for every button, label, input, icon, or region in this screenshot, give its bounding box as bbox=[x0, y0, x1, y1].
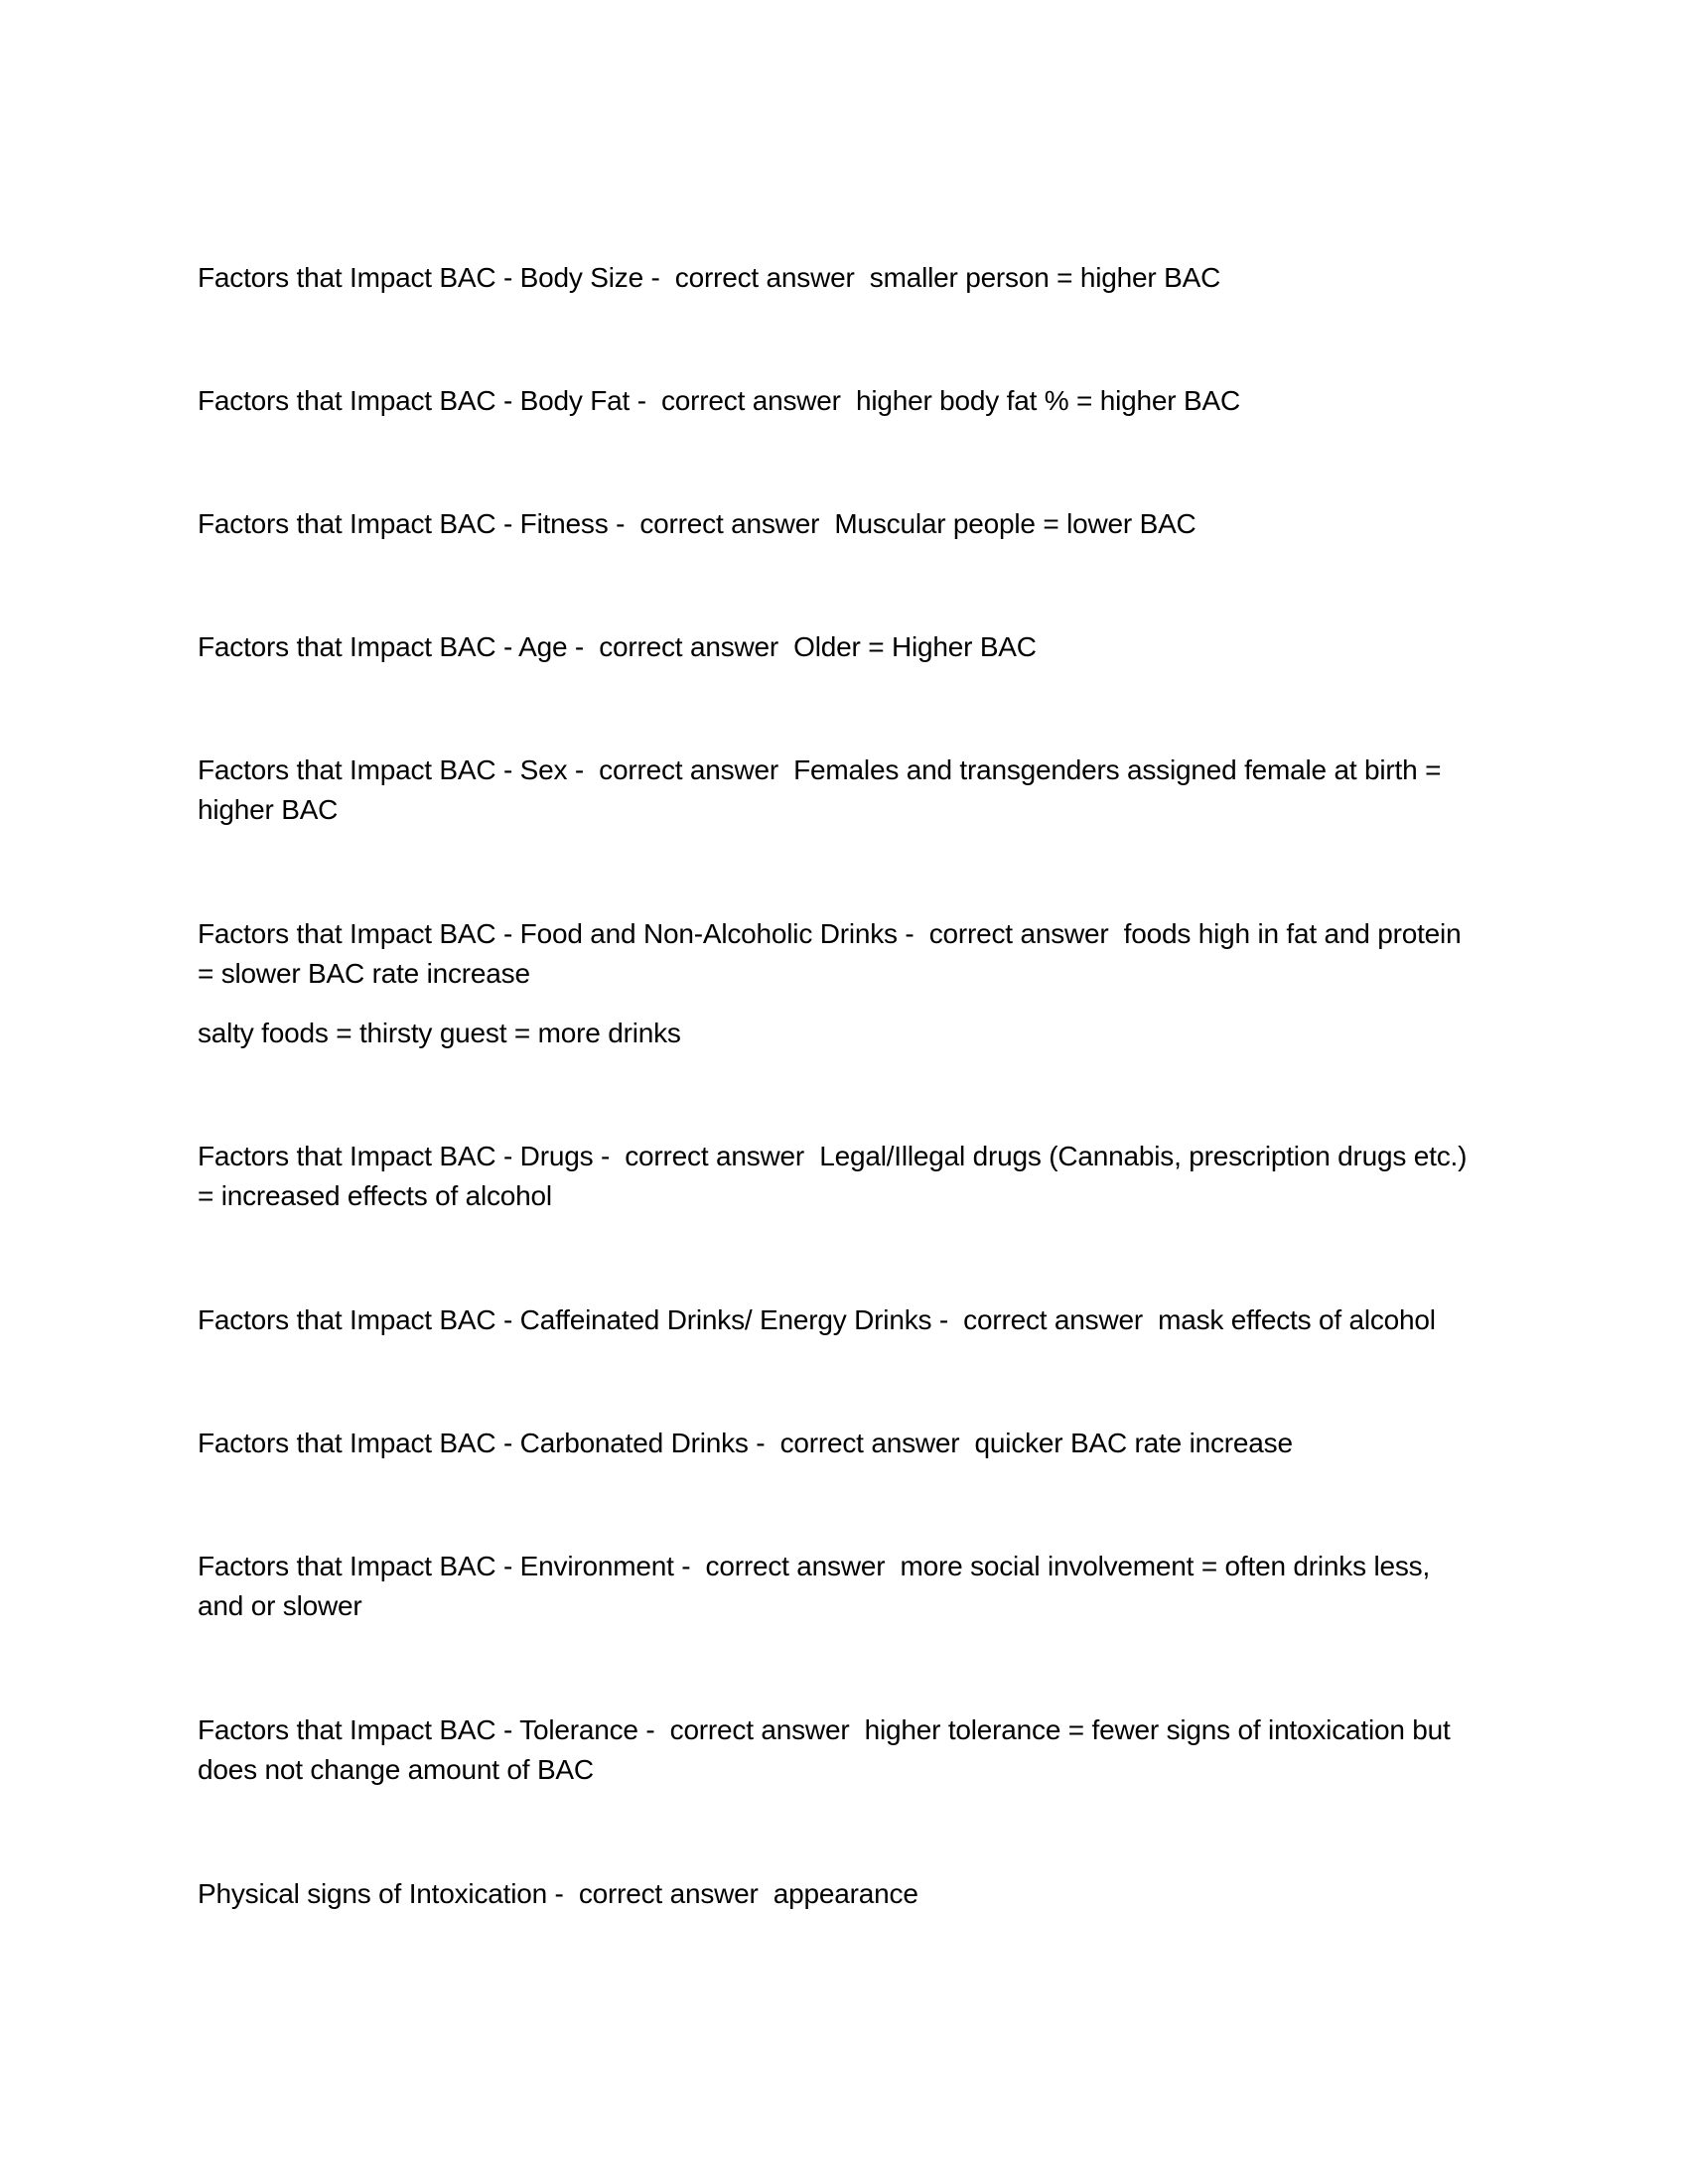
flashcard-food-drinks: Factors that Impact BAC - Food and Non-Alcoholic Drinks - correct answer foods high in fat and protein = slower BAC rate increase bbox=[198, 918, 1462, 989]
flashcard-age: Factors that Impact BAC - Age - correct answer Older = Higher BAC bbox=[198, 631, 1037, 662]
flashcard-environment: Factors that Impact BAC - Environment - correct answer more social involvement = often drinks less, and or slower bbox=[198, 1551, 1431, 1621]
flashcard-body-fat: Factors that Impact BAC - Body Fat - correct answer higher body fat % = higher BAC bbox=[198, 385, 1240, 416]
flashcard-tolerance: Factors that Impact BAC - Tolerance - correct answer higher tolerance = fewer signs of intoxication but does not change amount of BAC bbox=[198, 1714, 1451, 1785]
flashcard-body-size: Factors that Impact BAC - Body Size - correct answer smaller person = higher BAC bbox=[198, 262, 1221, 293]
flashcard-sex: Factors that Impact BAC - Sex - correct answer Females and transgenders assigned female at birth = higher BAC bbox=[198, 754, 1442, 825]
flashcard-drugs: Factors that Impact BAC - Drugs - correct answer Legal/Illegal drugs (Cannabis, prescription drugs etc.) = increased effects of alcohol bbox=[198, 1141, 1468, 1211]
flashcard-caffeinated-drinks: Factors that Impact BAC - Caffeinated Drinks/ Energy Drinks - correct answer mask effects of alcohol bbox=[198, 1304, 1436, 1335]
flashcard-physical-signs: Physical signs of Intoxication - correct answer appearance bbox=[198, 1878, 918, 1909]
flashcard-food-drinks-note: salty foods = thirsty guest = more drinks bbox=[198, 1018, 681, 1048]
flashcard-carbonated-drinks: Factors that Impact BAC - Carbonated Drinks - correct answer quicker BAC rate increase bbox=[198, 1428, 1293, 1458]
flashcard-fitness: Factors that Impact BAC - Fitness - correct answer Muscular people = lower BAC bbox=[198, 508, 1196, 539]
